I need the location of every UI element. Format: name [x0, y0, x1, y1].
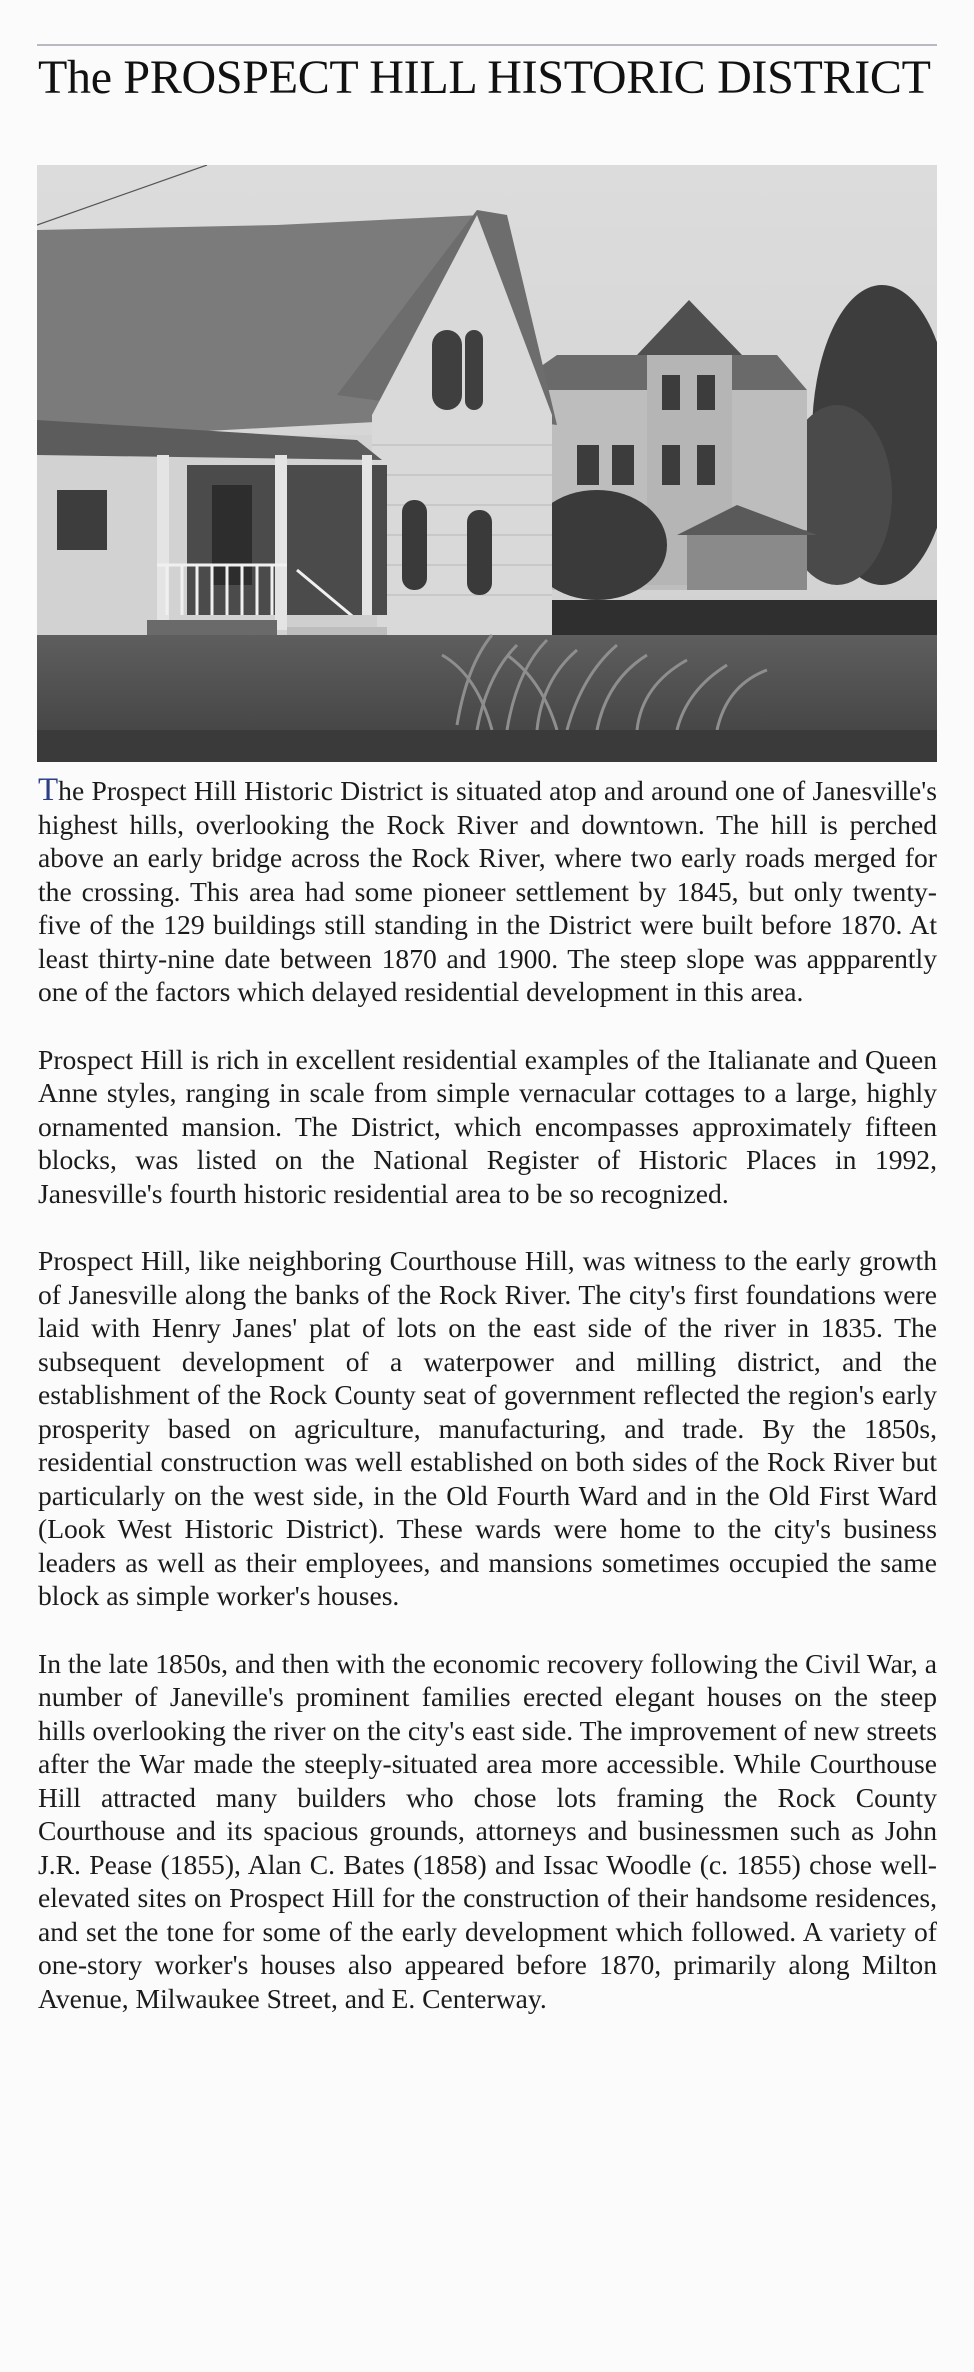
house-photo-icon	[37, 165, 937, 762]
paragraph-1	[38, 774, 937, 1009]
drop-cap: T	[38, 772, 59, 808]
paragraph-1-text: he Prospect Hill Historic District is situated atop and around one of Janesville's highest hills, overlooking the Rock River and downtown. The hill is perched above an early bridge across the Rock River, where two early roads merged for the crossing. This area had some pioneer settlement by 1845, but only twenty-five of the 129 buildings still standing in the District were built before 1870. At least thirty-nine date between 1870 and 1900. The steep slope was appparently one of the factors which delayed residential development in this area.	[38, 775, 937, 1007]
house-photo	[37, 165, 937, 762]
paragraph-4: In the late 1850s, and then with the economic recovery following the Civil War, a number of Janeville's prominent families erected elegant houses on the steep hills overlooking the river on the city's east side. The improvement of new streets after the War made the steeply-situated area more accessible. While Courthouse Hill attracted many builders who chose lots framing the Rock County Courthouse and its spacious grounds, attorneys and businessmen such as John J.R. Pease (1855), Alan C. Bates (1858) and Issac Woodle (c. 1855) chose well-elevated sites on Prospect Hill for the construction of their handsome residences, and set the tone for some of the early development which followed. A variety of one-story worker's houses also appeared before 1870, primarily along Milton Avenue, Milwaukee Street, and E. Centerway.	[38, 1647, 937, 2014]
paragraph-3: Prospect Hill, like neighboring Courthouse Hill, was witness to the early growth of Janesville along the banks of the Rock River. The city's first foundations were laid with Henry Janes' plat of lots on the east side of the river in 1835. The subsequent development of a waterpower and milling district, and the establishment of the Rock County seat of government reflected the region's early prosperity based on agriculture, manufacturing, and trade. By the 1850s, residential construction was well established on both sides of the Rock River but particularly on the west side, in the Old Fourth Ward and in the Old First Ward (Look West Historic District). These wards were home to the city's business leaders as well as their employees, and mansions sometimes occupied the same block as simple worker's houses.	[38, 1245, 937, 1611]
paragraph-2: Prospect Hill is rich in excellent residential examples of the Italianate and Queen Anne styles, ranging in scale from simple vernacular cottages to a large, highly ornamented mansion. The District, which encompasses approximately fifteen blocks, was listed on the National Register of Historic Places in 1992, Janesville's fourth historic residential area to be so recognized.	[38, 1043, 937, 1209]
top-rule	[37, 44, 937, 46]
page-title: The PROSPECT HILL HISTORIC DISTRICT	[38, 51, 931, 104]
article-body	[38, 774, 937, 2049]
